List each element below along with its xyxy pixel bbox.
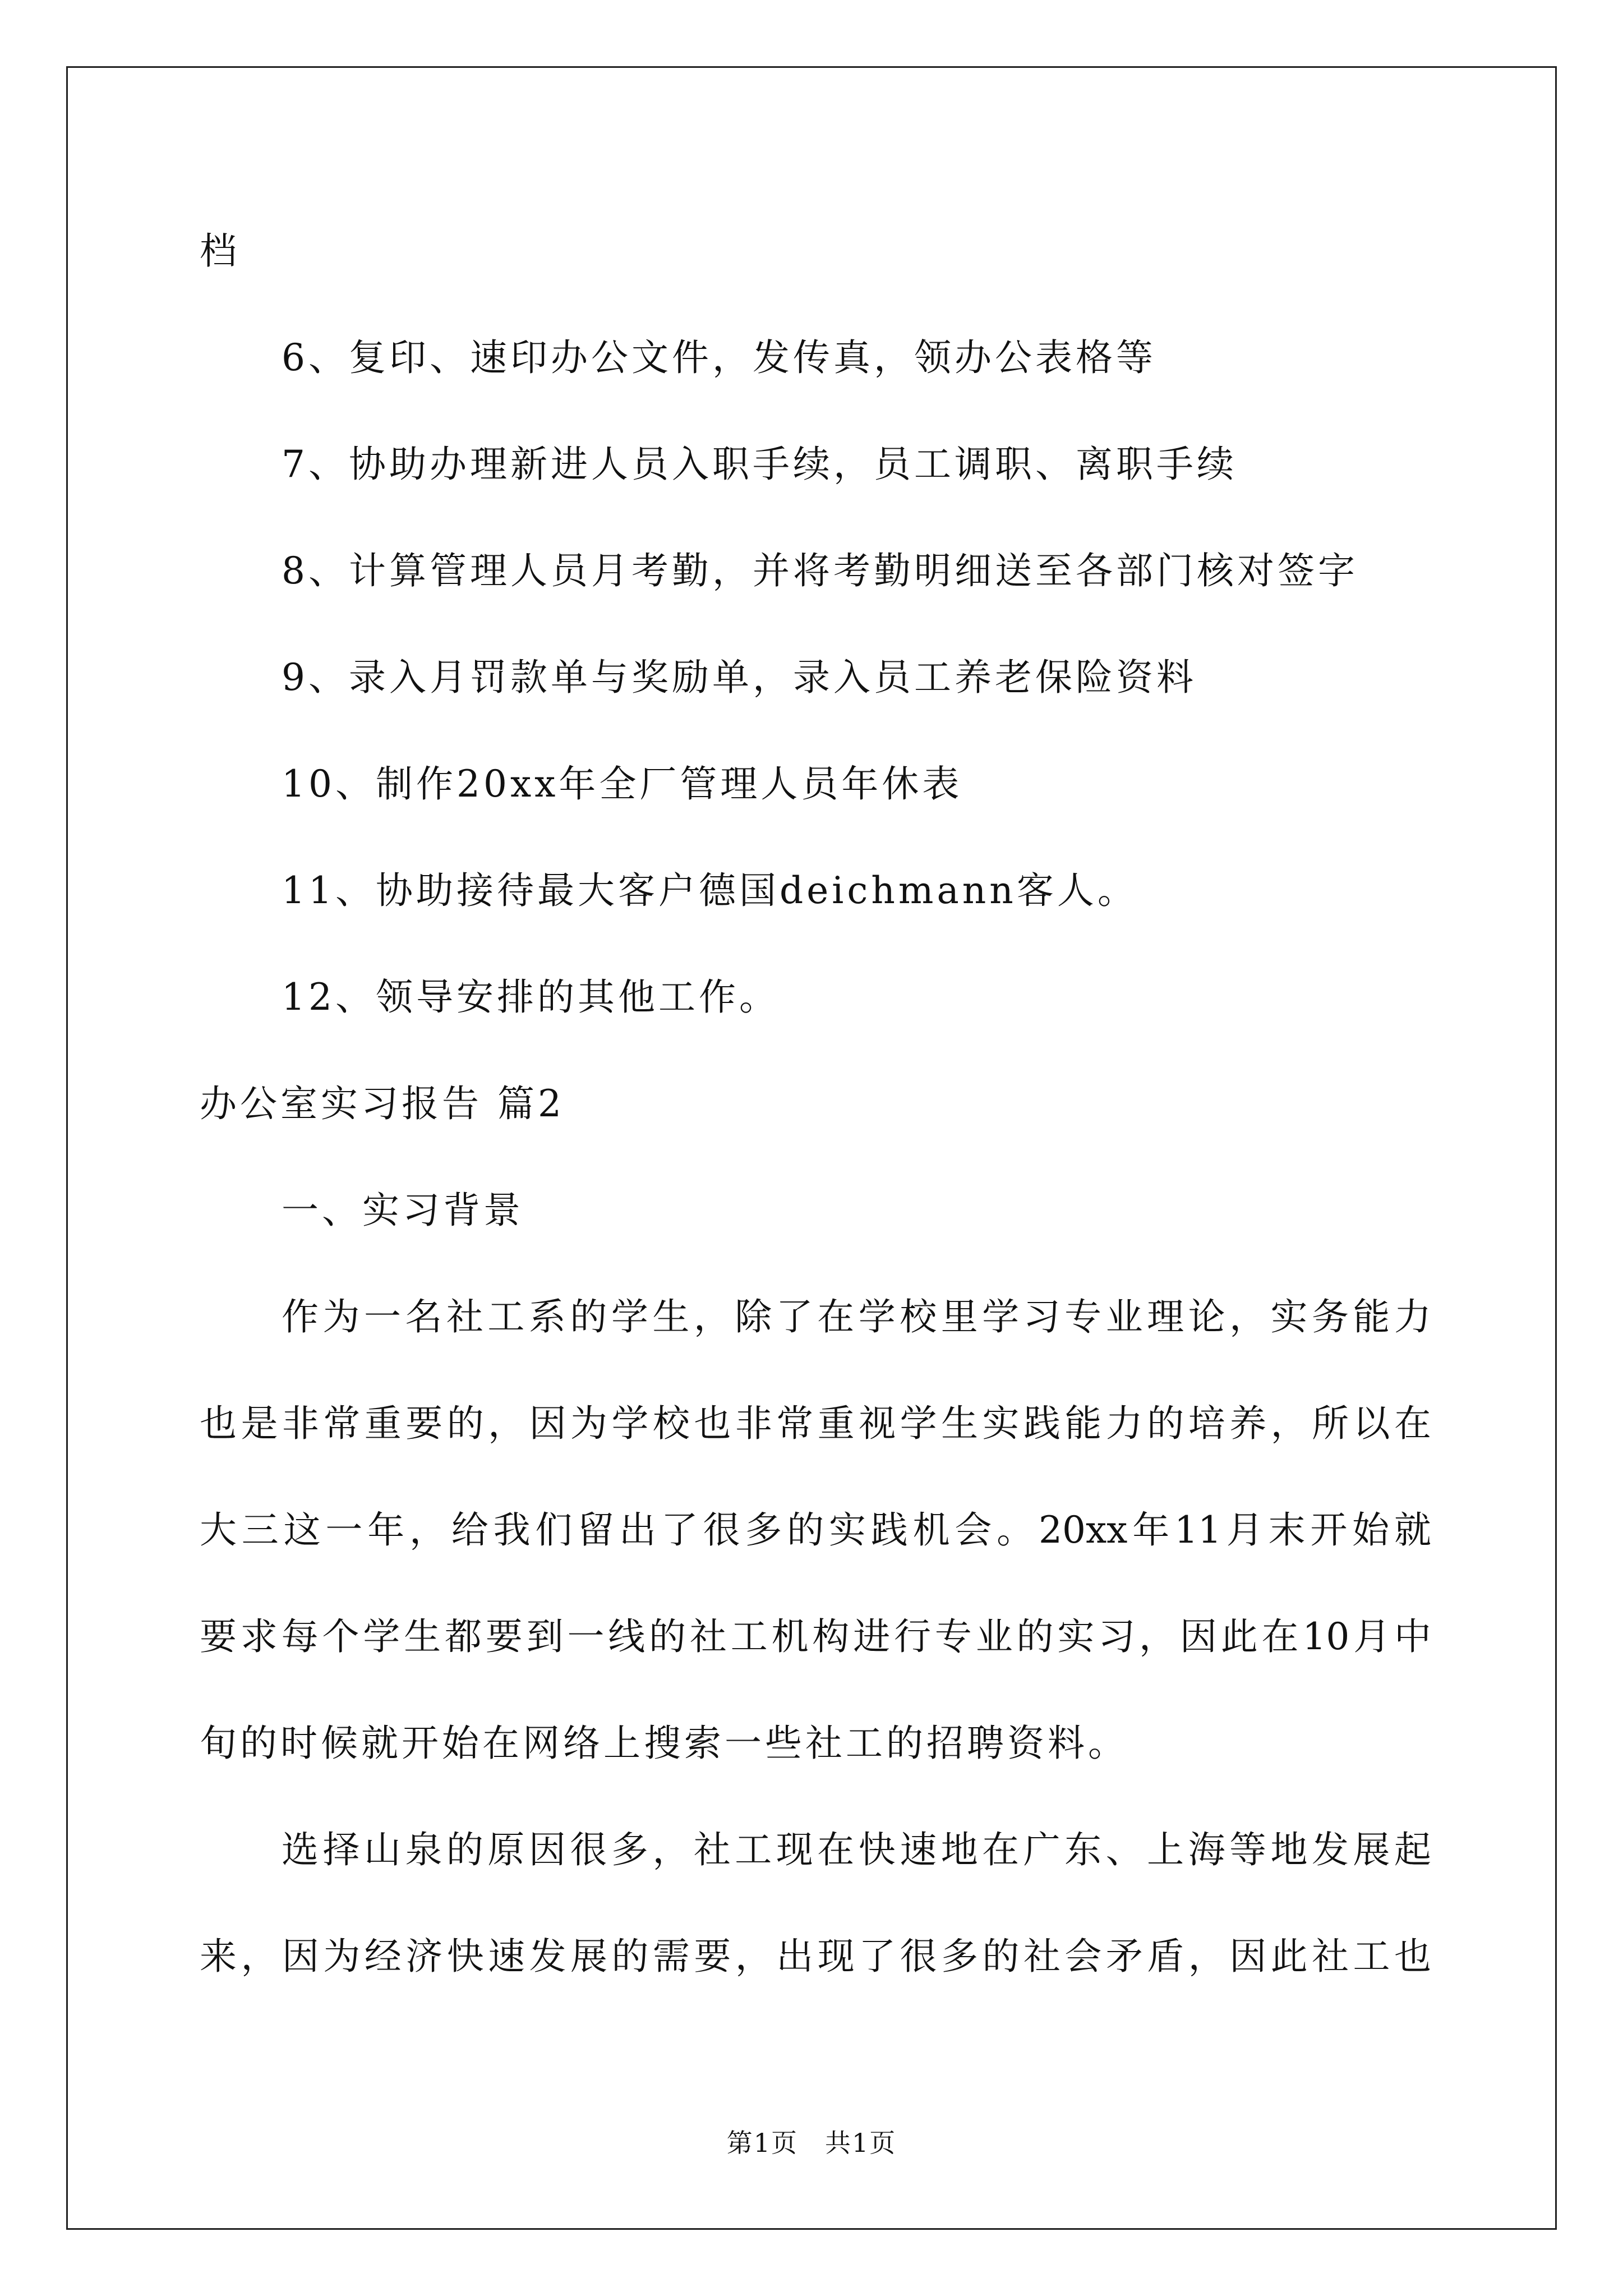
text-line-continuation: 档 xyxy=(200,229,240,273)
paragraph-1-line-4: 要求每个学生都要到一线的社工机构进行专业的实习，因此在10月中 xyxy=(200,1615,1431,1658)
list-item-9: 9、录入月罚款单与奖励单，录入员工养老保险资料 xyxy=(282,656,1197,699)
paragraph-1-line-2: 也是非常重要的，因为学校也非常重视学生实践能力的培养，所以在 xyxy=(200,1402,1431,1445)
list-item-10: 10、制作20xx年全厂管理人员年休表 xyxy=(282,762,963,806)
subsection-heading: 一、实习背景 xyxy=(282,1189,524,1232)
paragraph-2-line-2: 来，因为经济快速发展的需要，出现了很多的社会矛盾，因此社工也 xyxy=(200,1935,1431,1978)
page-frame xyxy=(66,66,1557,2230)
list-item-6: 6、复印、速印办公文件，发传真，领办公表格等 xyxy=(282,336,1156,379)
list-item-12: 12、领导安排的其他工作。 xyxy=(282,976,780,1019)
paragraph-1-line-5: 旬的时候就开始在网络上搜索一些社工的招聘资料。 xyxy=(200,1722,1128,1765)
list-item-7: 7、协助办理新进人员入职手续，员工调职、离职手续 xyxy=(282,443,1237,486)
section-heading: 办公室实习报告 篇2 xyxy=(200,1082,565,1125)
paragraph-2-line-1: 选择山泉的原因很多，社工现在快速地在广东、上海等地发展起 xyxy=(282,1828,1431,1871)
page-footer: 第1页 共1页 xyxy=(726,2128,897,2158)
paragraph-1-line-3: 大三这一年，给我们留出了很多的实践机会。20xx年11月末开始就 xyxy=(200,1508,1431,1552)
list-item-8: 8、计算管理人员月考勤，并将考勤明细送至各部门核对签字 xyxy=(282,549,1358,592)
list-item-11: 11、协助接待最大客户德国deichmann客人。 xyxy=(282,869,1138,912)
paragraph-1-line-1: 作为一名社工系的学生，除了在学校里学习专业理论，实务能力 xyxy=(282,1295,1431,1338)
